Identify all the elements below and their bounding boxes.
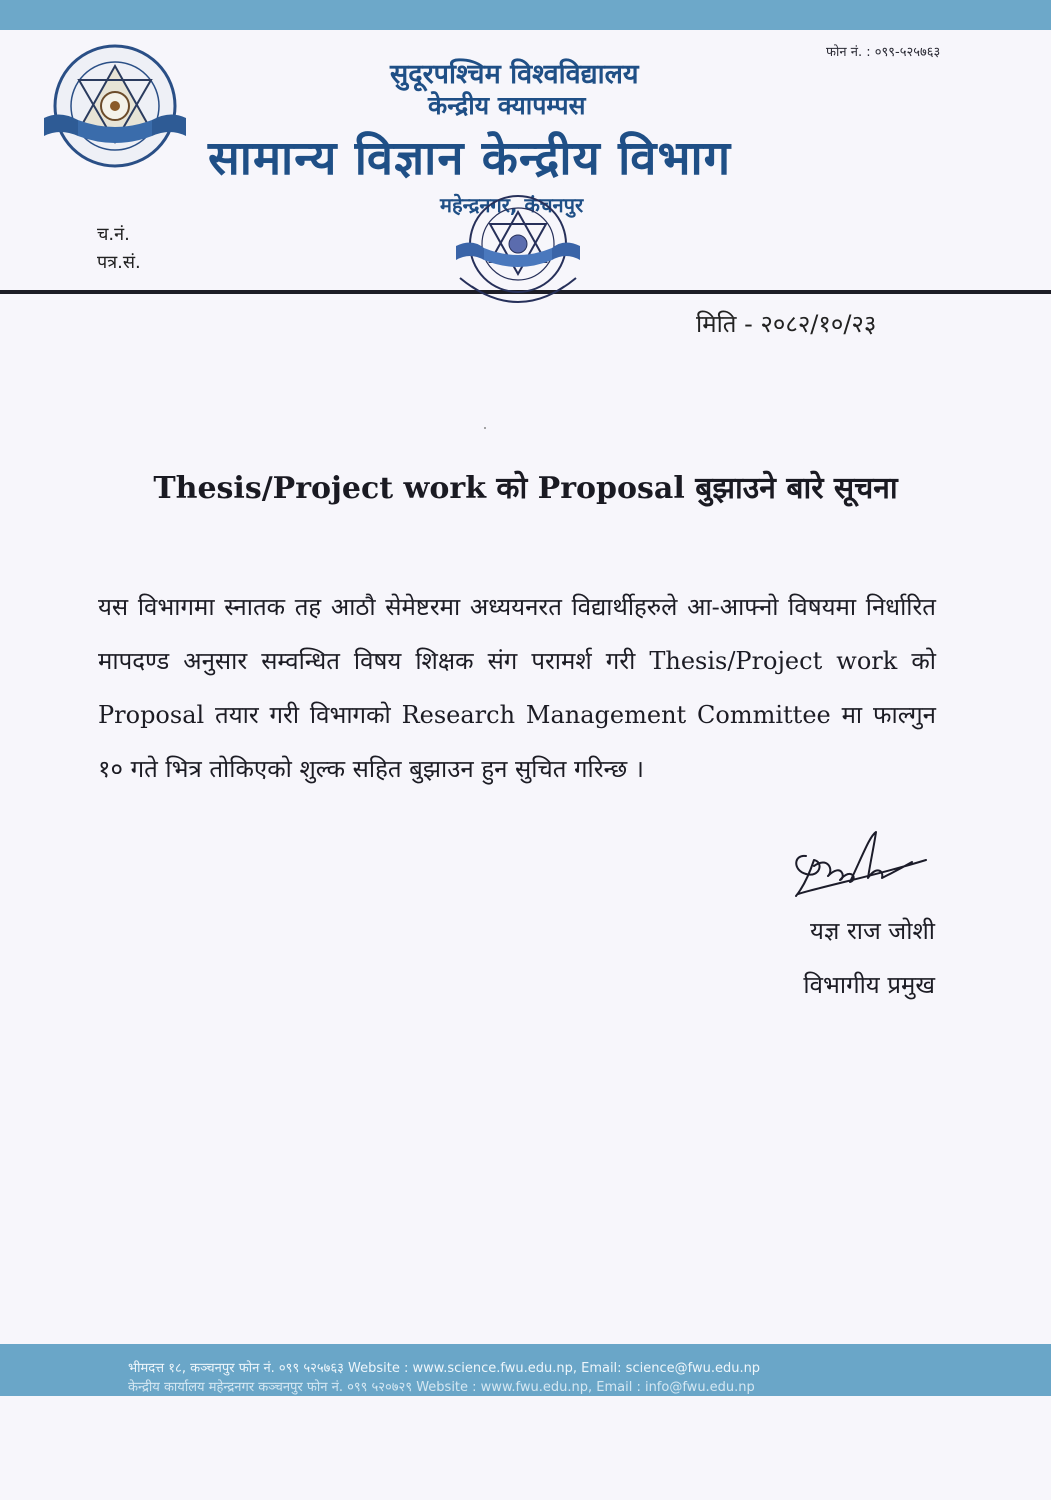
notice-subject: Thesis/Project work को Proposal बुझाउने बारे सूचना <box>153 471 898 506</box>
footer-band <box>0 1344 1051 1396</box>
department-address: महेन्द्रनगर, कंचनपुर <box>440 193 584 217</box>
notice-body: यस विभागमा स्नातक तह आठौ सेमेष्टरमा अध्ययनरत विद्यार्थीहरुले आ-आफ्नो विषयमा निर्धारित मापदण्ड अनुसार सम्वन्धित विषय शिक्षक संग परामर्श गरी Thesis/Project work को Proposal तयार गरी विभागको Research Management Committee मा फाल्गुन १० गते भित्र तोकिएको शुल्क सहित बुझाउन हुन सुचित गरिन्छ । <box>98 593 936 783</box>
notice-date: मिति - २०८२/१०/२३ <box>696 310 877 338</box>
top-color-band <box>0 0 1051 30</box>
signature-icon <box>784 826 934 906</box>
signatory-designation: विभागीय प्रमुख <box>803 971 935 999</box>
university-name: सुदूरपश्चिम विश्वविद्यालय <box>390 59 639 90</box>
cha-number-label: च.नं. <box>97 224 130 245</box>
patra-number-label: पत्र.सं. <box>97 252 141 273</box>
department-name: सामान्य विज्ञान केन्द्रीय विभाग <box>208 131 732 186</box>
campus-name: केन्द्रीय क्यापम्पस <box>428 91 586 120</box>
university-logo-icon <box>40 40 190 180</box>
footer-line-2: केन्द्रीय कार्यालय महेन्द्रनगर कञ्चनपुर फोन नं. ०९९ ५२०७२९ Website : www.fwu.edu.np, Email : info@fwu.edu.np <box>128 1380 755 1395</box>
paper-speck <box>484 427 486 429</box>
department-seal-icon <box>448 186 588 321</box>
footer-line-1: भीमदत्त १८, कञ्चनपुर फोन नं. ०९९ ५२५७६३ Website : www.science.fwu.edu.np, Email: science@fwu.edu.np <box>128 1361 761 1376</box>
header-phone: फोन नं. : ०९९-५२५७६३ <box>826 45 941 60</box>
signatory-name: यज्ञ राज जोशी <box>810 917 935 945</box>
